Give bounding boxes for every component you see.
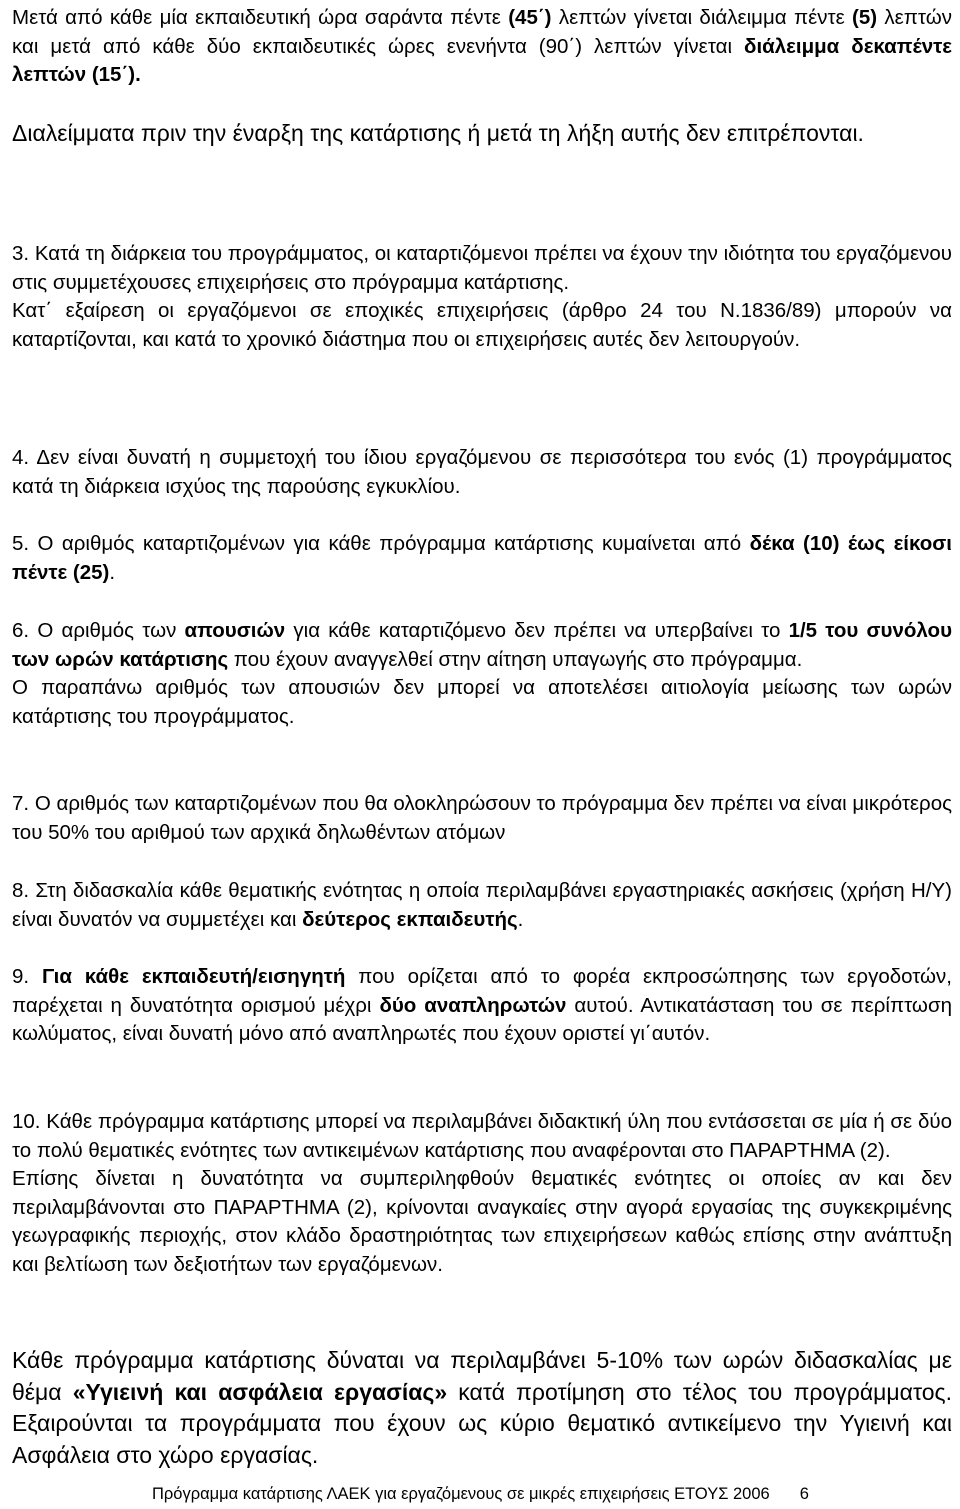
section-10: 10. Κάθε πρόγραμμα κατάρτισης μπορεί να περιλαμβάνει διδακτική ύλη που εντάσσεται σε μία ή σε δύο το πολύ θεματικές ενότητες των αντικειμένων κατάρτισης που αναφέρονται στο ΠΑΡΑΡΤΗΜΑ (2). Επίσης δίνεται η δυνατότητα να συμπεριληφθούν θεματικές ενότητες οι οποίες αν και δεν περιλαμβάνονται στο ΠΑΡΑΡΤΗΜΑ (2), κρίνονται αναγκαίες στην αγορά εργασίας της συγκεκριμένης γεωγραφικής περιοχής, στον κλάδο δραστηριότητας των επιχειρήσεων καθώς επίσης στην ανάπτυξη και βελτίωση των δεξιοτήτων των εργαζόμενων. xyxy=(12,1110,952,1276)
section-number: 5. xyxy=(12,532,38,555)
section-3: 3. Κατά τη διάρκεια του προγράμματος, οι καταρτιζόμενοι πρέπει να έχουν την ιδιότητα του εργαζόμενου στις συμμετέχουσες επιχειρήσεις στο πρόγραμμα κατάρτισης. Κατ΄ εξαίρεση οι εργαζόμενοι σε εποχικές επιχειρήσεις (άρθρο 24 του Ν.1836/89) μπορούν να καταρτίζονται, και κατά το χρονικό διάστημα που οι επιχειρήσεις αυτές δεν λειτουργούν. xyxy=(12,242,952,351)
health-safety-topic: «Υγιεινή και ασφάλεια εργασίας» xyxy=(72,1378,448,1405)
break-duration-15: διάλειμμα δεκαπέντε λεπτών (15΄). xyxy=(12,34,952,87)
section-number: 8. xyxy=(12,879,36,902)
section-number: 7. xyxy=(12,792,35,815)
per-trainer: Για κάθε εκπαιδευτή/εισηγητή xyxy=(41,965,346,988)
break-duration-45: (45΄) xyxy=(508,6,552,29)
section-number: 10. xyxy=(12,1110,47,1133)
page-footer xyxy=(152,1484,809,1504)
absence-limit: 1/5 του συνόλου των ωρών κατάρτισης xyxy=(12,619,953,671)
section-7: 7. Ο αριθμός των καταρτιζομένων που θα ολοκληρώσουν το πρόγραμμα δεν πρέπει να είναι μικρότερος του 50% του αριθμού των αρχικά δηλωθέντων ατόμων xyxy=(12,792,953,844)
trainee-range: δέκα (10) έως είκοσι πέντε (25) xyxy=(12,532,952,584)
footer-title: Πρόγραμμα κατάρτισης ΛΑΕΚ για εργαζόμενους σε μικρές επιχειρήσεις ΕΤΟΥΣ 2006 xyxy=(152,1485,770,1503)
section-number: 9. xyxy=(12,965,42,988)
section-8: 8. Στη διδασκαλία κάθε θεματικής ενότητας η οποία περιλαμβάνει εργαστηριακές ασκήσεις (χρήση Η/Υ) είναι δυνατόν να συμμετέχει και δεύτερος εκπαιδευτής. xyxy=(12,879,952,931)
page-number: 6 xyxy=(799,1485,809,1503)
two-substitutes: δύο αναπληρωτών xyxy=(379,993,567,1017)
section-5: 5. Ο αριθμός καταρτιζομένων για κάθε πρόγραμμα κατάρτισης κυμαίνεται από δέκα (10) έως είκοσι πέντε (25). xyxy=(12,532,952,584)
health-safety-paragraph: Κάθε πρόγραμμα κατάρτισης δύναται να περιλαμβάνει 5-10% των ωρών διδασκαλίας με θέμα «Υγιεινή και ασφάλεια εργασίας» κατά προτίμηση στο τέλος του προγράμματος. Εξαιρούνται τα προγράμματα που έχουν ως κύριο θεματικό αντικείμενο την Υγιεινή και Ασφάλεια στο χώρο εργασίας. xyxy=(12,1347,952,1468)
paragraph-break-rules: Μετά από κάθε μία εκπαιδευτική ώρα σαράντα πέντε (45΄) λεπτών γίνεται διάλειμμα πέντε (5) λεπτών και μετά από κάθε δύο εκπαιδευτικές ώρες ενενήντα (90΄) λεπτών γίνεται διάλειμμα δεκαπέντε λεπτών (15΄). xyxy=(12,6,952,87)
absences-term: απουσιών xyxy=(184,619,286,642)
section-4: 4. Δεν είναι δυνατή η συμμετοχή του ίδιου εργαζόμενου σε περισσότερα του ενός (1) προγράμματος κατά τη διάρκεια ισχύος της παρούσης εγκυκλίου. xyxy=(12,446,952,498)
section-number: 4. xyxy=(12,446,37,469)
second-trainer: δεύτερος εκπαιδευτής xyxy=(302,907,518,931)
break-duration-5: (5) xyxy=(852,6,878,29)
section-number: 6. xyxy=(12,619,38,642)
section-number: 3. xyxy=(12,242,35,265)
break-text-1: Μετά από κάθε μία εκπαιδευτική ώρα σαράντα πέντε xyxy=(12,6,509,29)
section-9: 9. Για κάθε εκπαιδευτή/εισηγητή που ορίζεται από το φορέα εκπροσώπησης των εργοδοτών, παρέχεται η δυνατότητα ορισμού μέχρι δύο αναπληρωτών αυτού. Αντικατάσταση του σε περίπτωση κωλύματος, είναι δυνατή μόνο από αναπληρωτές που έχουν οριστεί γι΄αυτόν. xyxy=(12,965,953,1046)
paragraph-breaks-not-allowed: Διαλείμματα πριν την έναρξη της κατάρτισης ή μετά τη λήξη αυτής δεν επιτρέπονται. xyxy=(12,120,864,146)
section-6: 6. Ο αριθμός των απουσιών για κάθε καταρτιζόμενο δεν πρέπει να υπερβαίνει το 1/5 του συνόλου των ωρών κατάρτισης που έχουν αναγγελθεί στην αίτηση υπαγωγής στο πρόγραμμα. Ο παραπάνω αριθμός των απουσιών δεν μπορεί να αποτελέσει αιτιολογία μείωσης των ωρών κατάρτισης του προγράμματος. xyxy=(12,619,953,728)
